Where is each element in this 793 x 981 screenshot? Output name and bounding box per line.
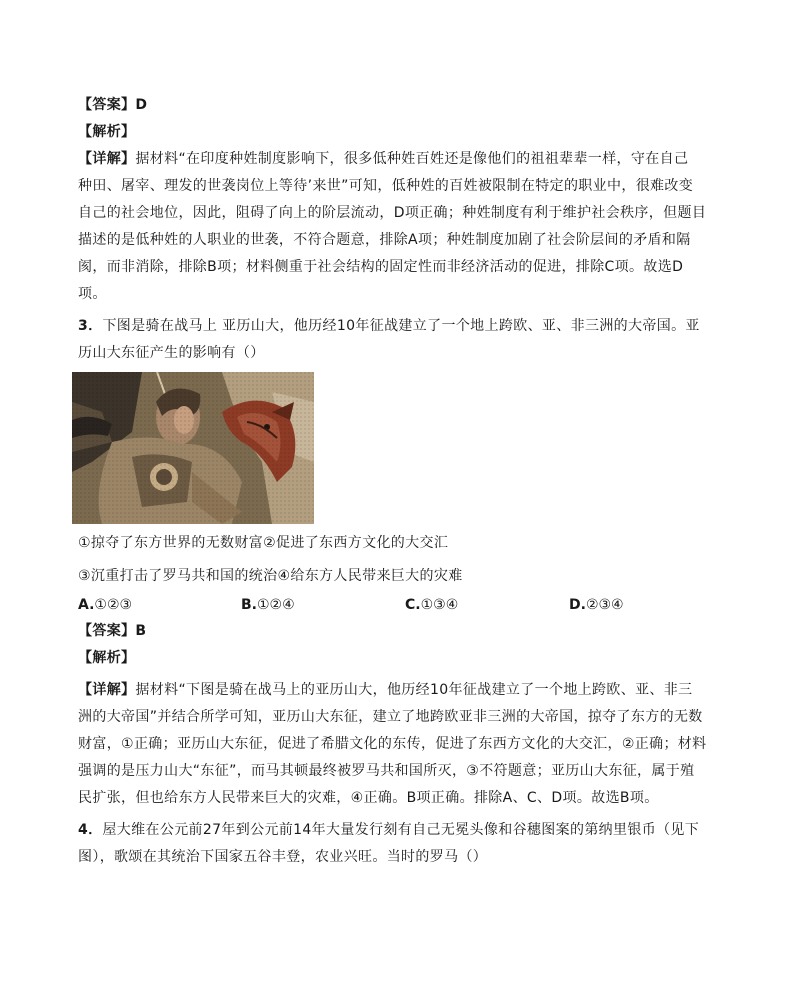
q3-stem-line-2: 历山大东征产生的影响有（）: [78, 345, 265, 361]
q3-answer: 【答案】B: [78, 623, 147, 639]
q3-detail-line-4: 强调的是压力山大“东征”，而马其顿最终被罗马共和国所灭，③不符题意；亚历山大东征，属于殖: [78, 763, 695, 779]
answer-value: D: [135, 97, 148, 113]
alexander-mosaic-image: [72, 372, 314, 524]
q3-statements-line-2: ③沉重打击了罗马共和国的统治④给东方人民带来巨大的灾难: [78, 568, 463, 584]
question-number: 4．: [78, 822, 103, 838]
q3-detail-line-2: 洲的大帝国”并结合所学可知，亚历山大东征，建立了地跨欧亚非三洲的大帝国，掠夺了东方的无数: [78, 709, 703, 725]
q2-detail-line-3: 自己的社会地位，因此，阻碍了向上的阶层流动，D项正确；种姓制度有利于维护社会秩序，但题目: [78, 205, 707, 221]
q2-detail-line-5: 阂，而非消除，排除B项；材料侧重于社会结构的固定性而非经济活动的促进，排除C项。故选D: [78, 259, 684, 275]
q3-analysis-tag: 【解析】: [78, 650, 136, 666]
q2-analysis-tag: 【解析】: [78, 124, 136, 140]
q2-detail-line-2: 种田、屠宰、理发的世袭岗位上等待’来世”可知，低种姓的百姓被限制在特定的职业中，很难改变: [78, 178, 694, 194]
q2-detail-line-1: 【详解】据材料“在印度种姓制度影响下，很多低种姓百姓还是像他们的祖祖辈辈一样，守在自己: [78, 151, 689, 167]
question-number: 3．: [78, 318, 103, 334]
option-d[interactable]: D.②③④: [569, 597, 624, 613]
q2-detail-line-6: 项。: [78, 286, 107, 302]
detail-tag: 【详解】: [78, 682, 136, 698]
option-c[interactable]: C.①③④: [405, 597, 459, 613]
answer-tag: 【答案】: [78, 97, 136, 113]
option-a[interactable]: A.①②③: [78, 597, 133, 613]
q4-stem-line-2: 图），歌颂在其统治下国家五谷丰登，农业兴旺。当时的罗马（）: [78, 849, 488, 865]
q3-statements-line-1: ①掠夺了东方世界的无数财富②促进了东西方文化的大交汇: [78, 535, 449, 551]
q3-detail-line-1: 【详解】据材料“下图是骑在战马上的亚历山大，他历经10年征战建立了一个地上跨欧、亚、非三: [78, 682, 693, 698]
detail-tag: 【详解】: [78, 151, 136, 167]
q4-stem-line-1: 4．屋大维在公元前27年到公元前14年大量发行刻有自己无冕头像和谷穗图案的第纳里银币（见下: [78, 822, 700, 838]
q3-options: [78, 592, 718, 619]
q3-detail-line-3: 财富，①正确；亚历山大东征，促进了希腊文化的东传，促进了东西方文化的大交汇，②正确；材料: [78, 736, 707, 752]
q3-detail-line-5: 民扩张，但也给东方人民带来巨大的灾难，④正确。B项正确。排除A、C、D项。故选B项。: [78, 790, 659, 806]
q2-detail-line-4: 描述的是低种姓的人职业的世袭，不符合题意，排除A项；种姓制度加剧了社会阶层间的矛盾和隔: [78, 232, 691, 248]
q2-answer: [78, 92, 714, 119]
answer-value: B: [135, 623, 147, 639]
q3-stem-line-1: 3．下图是骑在战马上 亚历山大，他历经10年征战建立了一个地上跨欧、亚、非三洲的大帝国。亚: [78, 318, 700, 334]
option-b[interactable]: B.①②④: [241, 597, 295, 613]
